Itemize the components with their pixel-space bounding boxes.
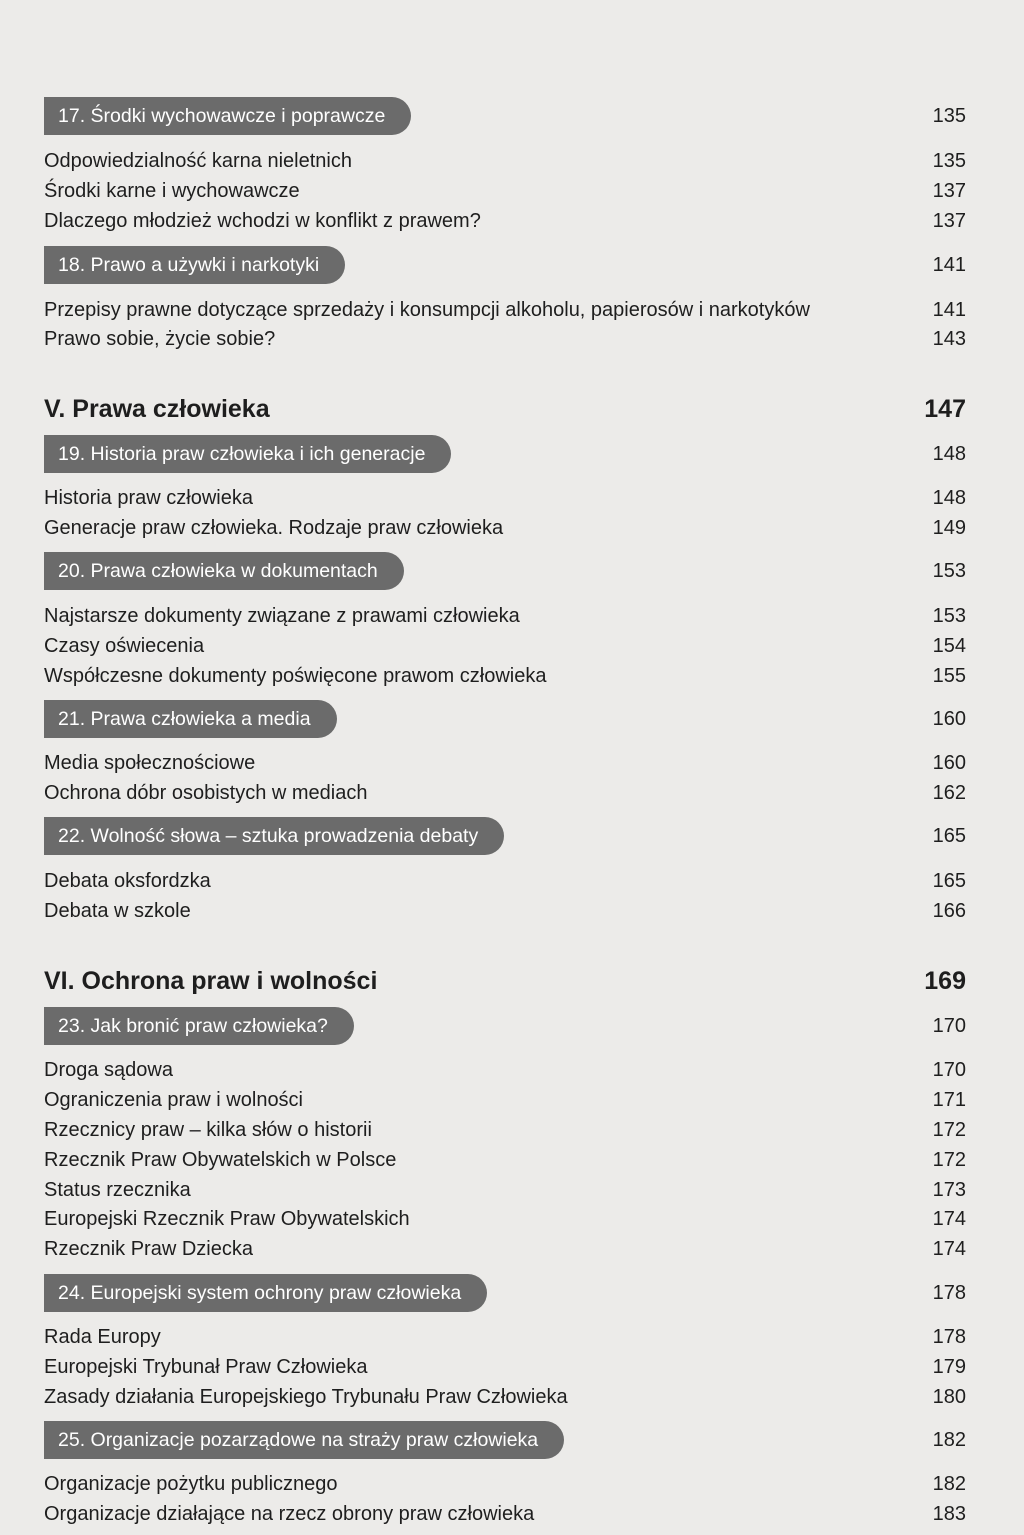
page-number: 182: [932, 1472, 966, 1495]
item-label: Najstarsze dokumenty związane z prawami człowieka: [44, 604, 520, 627]
part-v[interactable]: [44, 389, 966, 429]
item-label: Rada Europy: [44, 1325, 161, 1348]
page-number: 153: [932, 604, 966, 627]
chapter-24[interactable]: [44, 1274, 966, 1312]
page-number: 148: [932, 486, 966, 509]
part-title: V. Prawa człowieka: [44, 394, 270, 423]
chapter-label: 18. Prawo a używki i narkotyki: [44, 246, 345, 284]
page-number: 143: [932, 327, 966, 350]
toc-item[interactable]: [44, 896, 966, 926]
item-label: Rzecznik Praw Obywatelskich w Polsce: [44, 1148, 397, 1171]
item-label: Rzecznicy praw – kilka słów o historii: [44, 1118, 372, 1141]
chapter-label: 19. Historia praw człowieka i ich generacje: [44, 435, 451, 473]
page-number: 135: [932, 104, 966, 127]
toc-item[interactable]: [44, 513, 966, 543]
chapter-17[interactable]: [44, 97, 966, 135]
page-number: 173: [932, 1178, 966, 1201]
page-number: 178: [932, 1281, 966, 1304]
toc-item[interactable]: [44, 1145, 966, 1175]
item-label: Debata w szkole: [44, 899, 191, 922]
toc-item[interactable]: [44, 601, 966, 631]
page-number: 141: [932, 253, 966, 276]
page-number: 180: [932, 1385, 966, 1408]
toc-item[interactable]: [44, 1204, 966, 1234]
page-number: 170: [932, 1058, 966, 1081]
page-number: 169: [924, 966, 966, 995]
chapter-label: 21. Prawa człowieka a media: [44, 700, 337, 738]
chapter-label: 24. Europejski system ochrony praw człowieka: [44, 1274, 487, 1312]
page-number: 171: [932, 1088, 966, 1111]
chapter-label: 22. Wolność słowa – sztuka prowadzenia debaty: [44, 817, 504, 855]
page-number: 149: [932, 516, 966, 539]
item-label: Generacje praw człowieka. Rodzaje praw człowieka: [44, 516, 504, 539]
page-number: 147: [924, 394, 966, 423]
chapter-19[interactable]: [44, 435, 966, 473]
page-number: 166: [932, 899, 966, 922]
page-number: 172: [932, 1148, 966, 1171]
item-label: Środki karne i wychowawcze: [44, 179, 300, 202]
toc-item[interactable]: [44, 324, 966, 354]
page-number: 141: [932, 298, 966, 321]
page-number: 182: [932, 1428, 966, 1451]
item-label: Europejski Trybunał Praw Człowieka: [44, 1355, 368, 1378]
toc-item[interactable]: [44, 1175, 966, 1205]
page-number: 148: [932, 442, 966, 465]
item-label: Odpowiedzialność karna nieletnich: [44, 149, 352, 172]
toc-item[interactable]: [44, 176, 966, 206]
toc-item[interactable]: [44, 866, 966, 896]
toc-item[interactable]: [44, 661, 966, 691]
page-number: 154: [932, 634, 966, 657]
toc-item[interactable]: [44, 295, 966, 325]
toc-item[interactable]: [44, 1115, 966, 1145]
page-number: 174: [932, 1207, 966, 1230]
page-number: 135: [932, 149, 966, 172]
toc-item[interactable]: [44, 778, 966, 808]
page-number: 170: [932, 1014, 966, 1037]
item-label: Status rzecznika: [44, 1178, 191, 1201]
page-number: 172: [932, 1118, 966, 1141]
item-label: Ochrona dóbr osobistych w mediach: [44, 781, 368, 804]
toc-item[interactable]: [44, 1055, 966, 1085]
page-number: 183: [932, 1502, 966, 1525]
item-label: Prawo sobie, życie sobie?: [44, 327, 276, 350]
toc-item[interactable]: [44, 1234, 966, 1264]
page-number: 178: [932, 1325, 966, 1348]
item-label: Organizacje pożytku publicznego: [44, 1472, 338, 1495]
item-label: Media społecznościowe: [44, 751, 256, 774]
item-label: Czasy oświecenia: [44, 634, 205, 657]
toc-item[interactable]: [44, 206, 966, 236]
toc-item[interactable]: [44, 146, 966, 176]
page-number: 155: [932, 664, 966, 687]
page-number: 160: [932, 707, 966, 730]
item-label: Dlaczego młodzież wchodzi w konflikt z prawem?: [44, 209, 481, 232]
item-label: Historia praw człowieka: [44, 486, 253, 509]
page-number: 165: [932, 824, 966, 847]
toc-item[interactable]: [44, 1322, 966, 1352]
page-number: 160: [932, 751, 966, 774]
toc-item[interactable]: [44, 1469, 966, 1499]
page-number: 174: [932, 1237, 966, 1260]
chapter-label: 20. Prawa człowieka w dokumentach: [44, 552, 404, 590]
item-label: Ograniczenia praw i wolności: [44, 1088, 304, 1111]
item-label: Debata oksfordzka: [44, 869, 211, 892]
item-label: Europejski Rzecznik Praw Obywatelskich: [44, 1207, 410, 1230]
toc-item[interactable]: [44, 1499, 966, 1529]
item-label: Przepisy prawne dotyczące sprzedaży i konsumpcji alkoholu, papierosów i narkotyków: [44, 298, 810, 321]
part-vi[interactable]: [44, 961, 966, 1001]
chapter-21[interactable]: [44, 700, 966, 738]
toc-item[interactable]: [44, 748, 966, 778]
chapter-20[interactable]: [44, 552, 966, 590]
chapter-label: 25. Organizacje pozarządowe na straży praw człowieka: [44, 1421, 564, 1459]
chapter-22[interactable]: [44, 817, 966, 855]
page-number: 137: [932, 179, 966, 202]
page-number: 162: [932, 781, 966, 804]
item-label: Współczesne dokumenty poświęcone prawom człowieka: [44, 664, 547, 687]
chapter-25[interactable]: [44, 1421, 966, 1459]
toc-item[interactable]: [44, 631, 966, 661]
chapter-23[interactable]: [44, 1007, 966, 1045]
page-number: 179: [932, 1355, 966, 1378]
page-number: 137: [932, 209, 966, 232]
toc-item[interactable]: [44, 483, 966, 513]
chapter-label: 23. Jak bronić praw człowieka?: [44, 1007, 354, 1045]
page-number: 153: [932, 559, 966, 582]
item-label: Organizacje działające na rzecz obrony praw człowieka: [44, 1502, 535, 1525]
page-number: 165: [932, 869, 966, 892]
chapter-label: 17. Środki wychowawcze i poprawcze: [44, 97, 411, 135]
toc-item[interactable]: [44, 1382, 966, 1412]
item-label: Rzecznik Praw Dziecka: [44, 1237, 253, 1260]
part-title: VI. Ochrona praw i wolności: [44, 966, 378, 995]
item-label: Zasady działania Europejskiego Trybunału Praw Człowieka: [44, 1385, 568, 1408]
toc-item[interactable]: [44, 1352, 966, 1382]
toc-item[interactable]: [44, 1085, 966, 1115]
item-label: Droga sądowa: [44, 1058, 173, 1081]
chapter-18[interactable]: [44, 246, 966, 284]
